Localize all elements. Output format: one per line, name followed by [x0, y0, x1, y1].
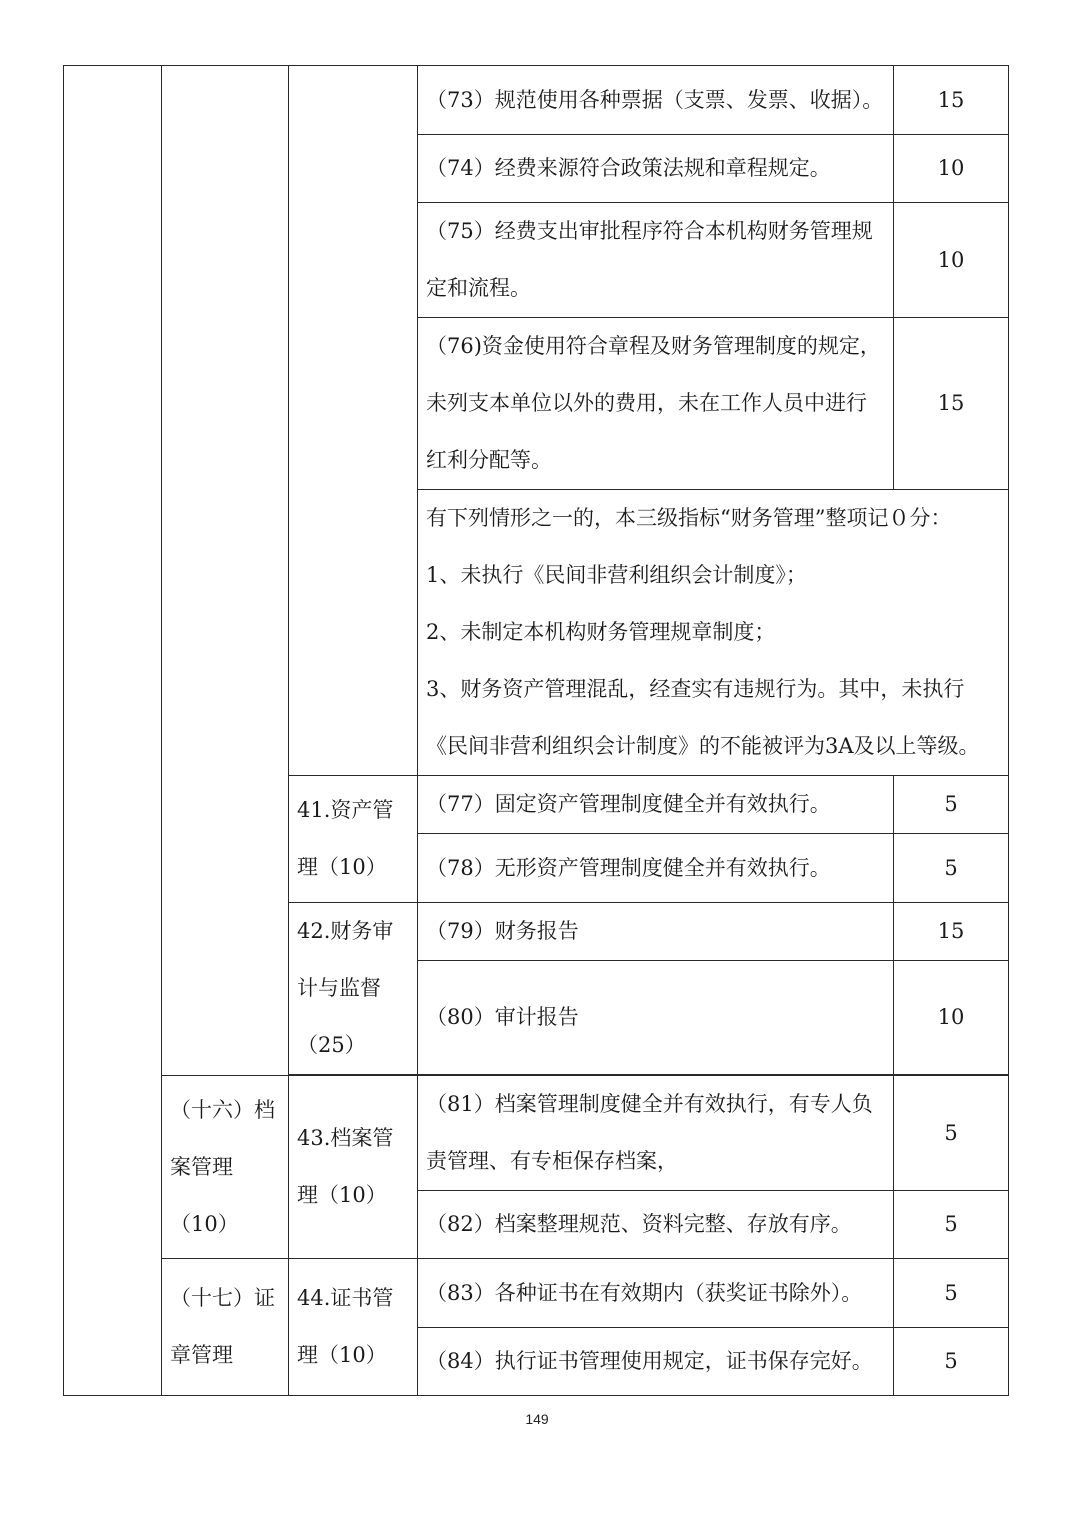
evaluation-table	[63, 65, 1009, 1396]
criterion-76: （76)资金使用符合章程及财务管理制度的规定，未列支本单位以外的费用，未在工作人员中进行红利分配等。	[418, 318, 894, 490]
category-16: （十六）档案管理（10）	[162, 1076, 289, 1259]
score-84: 5	[894, 1328, 1009, 1396]
score-75: 10	[894, 203, 1009, 318]
indicator-44: 44.证书管理（10）	[289, 1259, 418, 1396]
score-80: 10	[894, 961, 1009, 1075]
score-82: 5	[894, 1191, 1009, 1259]
criterion-77: （77）固定资产管理制度健全并有效执行。	[418, 776, 894, 834]
score-76: 15	[894, 318, 1009, 490]
score-74: 10	[894, 135, 1009, 203]
criterion-74: （74）经费来源符合政策法规和章程规定。	[418, 135, 894, 203]
criterion-82: （82）档案整理规范、资料完整、存放有序。	[418, 1191, 894, 1259]
score-73: 15	[894, 66, 1009, 135]
score-81: 5	[894, 1076, 1009, 1191]
note-intro: 有下列情形之一的，本三级指标“财务管理”整项记０分：	[426, 506, 952, 530]
indicator-42: 42.财务审计与监督（25）	[289, 903, 418, 1075]
criterion-83: （83）各种证书在有效期内（获奖证书除外）。	[418, 1259, 894, 1328]
note-item-1: 1、未执行《民间非营利组织会计制度》；	[426, 563, 807, 587]
indicator-41: 41.资产管理（10）	[289, 776, 418, 903]
criterion-84: （84）执行证书管理使用规定，证书保存完好。	[418, 1328, 894, 1396]
criterion-75: （75）经费支出审批程序符合本机构财务管理规定和流程。	[418, 203, 894, 318]
criterion-79: （79）财务报告	[418, 903, 894, 961]
criterion-73: （73）规范使用各种票据（支票、发票、收据）。	[418, 66, 894, 135]
score-77: 5	[894, 776, 1009, 834]
criterion-78: （78）无形资产管理制度健全并有效执行。	[418, 834, 894, 903]
note-item-3: 3、财务资产管理混乱，经查实有违规行为。其中，未执行《民间非营利组织会计制度》的不能被评为3A及以上等级。	[426, 677, 980, 758]
score-78: 5	[894, 834, 1009, 903]
subcategory-column-cell	[162, 66, 289, 1076]
category-column-cell	[64, 66, 162, 1396]
category-17: （十七）证章管理	[162, 1259, 289, 1396]
score-83: 5	[894, 1259, 1009, 1328]
criterion-81: （81）档案管理制度健全并有效执行，有专人负责管理、有专柜保存档案，	[418, 1076, 894, 1191]
finance-deduction-note	[418, 490, 1009, 776]
page-number: 149	[525, 1411, 549, 1427]
finance-management-indicator-cell	[289, 66, 418, 776]
indicator-43: 43.档案管理（10）	[289, 1076, 418, 1259]
score-79: 15	[894, 903, 1009, 961]
criterion-80: （80）审计报告	[418, 961, 894, 1075]
note-item-2: 2、未制定本机构财务管理规章制度；	[426, 620, 776, 644]
